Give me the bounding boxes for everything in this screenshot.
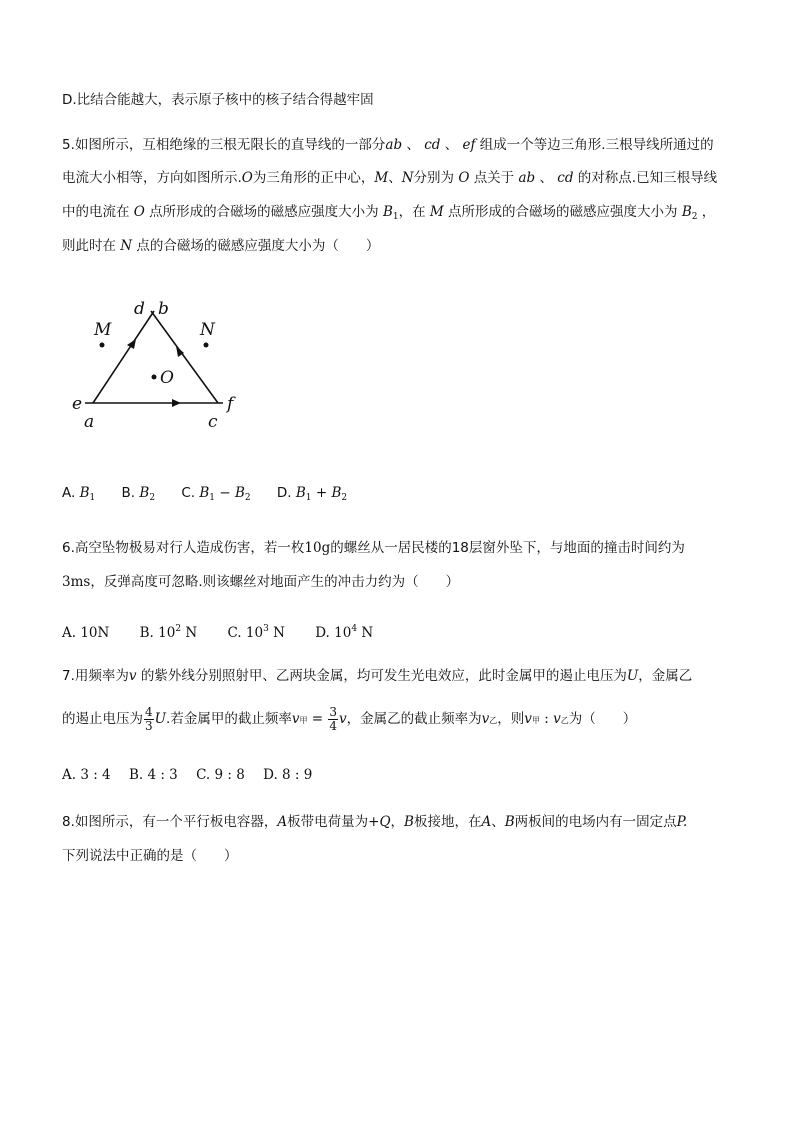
label-f: f <box>227 394 234 414</box>
fraction-4-3: $\frac{4}{3}$ <box>145 704 153 733</box>
q8-line-2: 下列说法中正确的是（ ） <box>62 848 238 864</box>
q5-line-3: 中的电流在 O 点所形成的合磁场的磁感应强度大小为 $B_1$，在 M 点所形成的合磁场的磁感应强度大小为 $B_2$ ， <box>62 204 716 222</box>
q5-option-c: C. $B_1 - B_2$ <box>181 485 251 503</box>
label-e: e <box>72 394 83 414</box>
q7-line-1: 7.用频率为v 的紫外线分别照射甲、乙两块金属，均可发生光电效应，此时金属甲的遏止电压为U，金属乙 <box>62 668 693 684</box>
q7-option-d: D. 8 : 9 <box>263 767 313 783</box>
label-m: M <box>94 320 112 340</box>
q5-figure <box>60 290 260 440</box>
label-d: d <box>134 299 145 319</box>
label-b: b <box>158 299 169 319</box>
label-n: N <box>200 320 215 340</box>
q6-line-1: 6.高空坠物极易对行人造成伤害，若一枚10g的螺丝从一居民楼的18层窗外坠下，与地面的撞击时间约为 <box>62 540 685 556</box>
q7-line-2: 的遏止电压为 $\frac{4}{3}$ U.若金属甲的截止频率v甲 = $\frac{3}{4}$ v，金属乙的截止频率为v乙，则v甲 : v乙为（ ） <box>62 704 637 733</box>
q6-option-d: D. $10^4$ N <box>315 624 374 641</box>
q5-option-b: B. $B_2$ <box>121 485 156 503</box>
q5-line-2: 电流大小相等，方向如图所示.O为三角形的正中心，M、N分别为 O 点关于 ab 、 cd 的对称点.已知三根导线 <box>62 170 718 186</box>
fraction-3-4: $\frac{3}{4}$ <box>329 704 338 733</box>
point-n <box>204 343 209 348</box>
q6-option-c: C. $10^3$ N <box>227 624 285 641</box>
q7-option-b: B. 4 : 3 <box>128 767 178 783</box>
q7-option-a: A. 3 : 4 <box>62 767 111 783</box>
arrow-ab-icon <box>127 339 136 349</box>
q4-option-d: D.比结合能越大，表示原子核中的核子结合得越牢固 <box>62 92 374 108</box>
q7-options <box>62 765 312 785</box>
q6-option-a: A. 10N <box>62 625 110 641</box>
label-c: c <box>208 412 218 432</box>
q6-options <box>62 619 373 643</box>
q5-option-d: D. $B_1 + B_2$ <box>276 485 348 503</box>
q6-option-b: B. $10^2$ N <box>139 624 198 641</box>
q8-line-1: 8.如图所示，有一个平行板电容器，A板带电荷量为+Q，B板接地，在A、B两板间的电场内有一固定点P. <box>62 814 688 830</box>
q5-option-a: A. $B_1$ <box>62 485 96 503</box>
q6-line-2: 3ms，反弹高度可忽略.则该螺丝对地面产生的冲击力约为（ ） <box>62 574 460 590</box>
q5-options <box>62 483 347 508</box>
label-a: a <box>84 412 95 432</box>
point-o <box>152 375 157 380</box>
label-o: O <box>160 368 174 388</box>
q7-option-c: C. 9 : 8 <box>196 767 245 783</box>
q5-line-1: 5.如图所示，互相绝缘的三根无限长的直导线的一部分ab 、 cd 、 ef 组成一个等边三角形.三根导线所通过的 <box>62 137 714 153</box>
arrow-ef-icon <box>172 399 181 407</box>
point-m <box>100 343 105 348</box>
q5-line-4: 则此时在 N 点的合磁场的磁感应强度大小为（ ） <box>62 238 380 254</box>
